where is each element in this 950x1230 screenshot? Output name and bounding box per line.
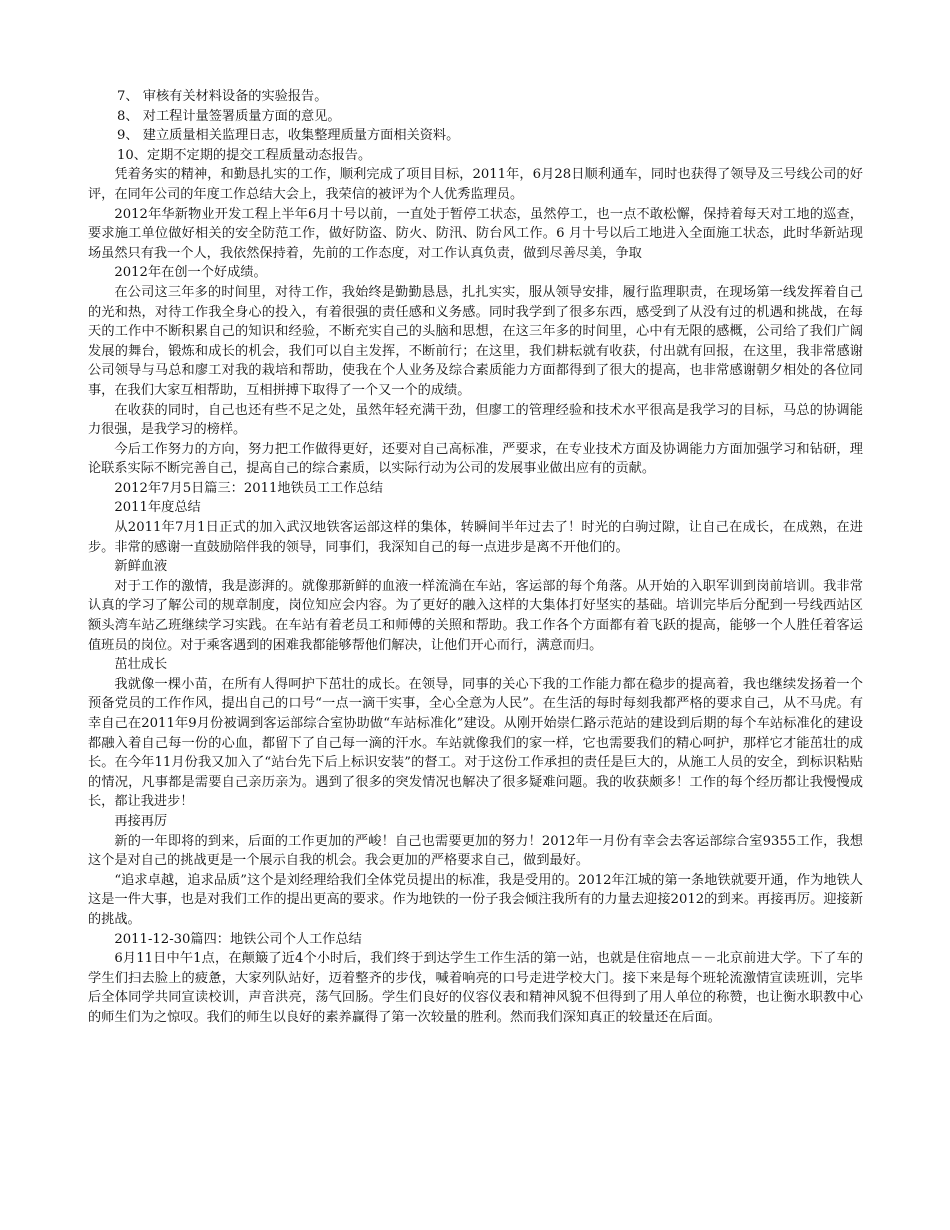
list-item: 7、 审核有关材料设备的实验报告。 — [117, 89, 328, 104]
paragraph: 今后工作努力的方向，努力把工作做得更好，还要对自己高标准，严要求，在专业技术方面及协调能力方面加强学习和钻研，理论联系实际不断完善自己，提高自己的综合素质，以实际行动为公司的发展事业做出应有的贡献。 — [88, 441, 863, 477]
paragraph: 新的一年即将的到来，后面的工作更加的严峻！自己也需要更加的努力！2012年一月份有幸会去客运部综合室9355工作，我想这个是对自己的挑战更是一个展示自我的机会。我会更加的严格要求自己，做到最好。 — [88, 833, 863, 869]
paragraph: 2012年在创一个好成绩。 — [114, 265, 267, 281]
paragraph: 凭着务实的精神，和勤恳扎实的工作，顺利完成了项目目标，2011年，6月28日顺利通车，同时也获得了领导及三号线公司的好评，在同年公司的年度工作总结大会上，我荣信的被评为个人优秀监理员。 — [88, 167, 863, 202]
paragraph: 我就像一棵小苗，在所有人得呵护下茁壮的成长。在领导，同事的关心下我的工作能力都在稳步的提高着，我也继续发扬着一个预备党员的工作作风，提出自己的口号“一点一滴干实事，全心全意为人民”。在生活的每时每刻我都严格的要求自己，从不马虎。有幸自己在2011年9月份被调到客运部综合室协助做“车站标准化”建设。从刚开始崇仁路示范站的建设到后期的每个车站标准化的建设都融入着自己每一份的心血，都留下了自己每一滴的汗水。车站就像我们的家一样，它也需要我们的精心呵护，那样它才能茁壮的成长。在今年11月份我又加入了“站台先下后上标识安装”的督工。对于这份工作承担的责任是巨大的，从施工人员的安全，到标识粘贴的情况，凡事都是需要自己亲历亲为。遇到了很多的突发情况也解决了很多疑难问题。我的收获颇多！工作的每个经历都让我慢慢成长，都让我进步！ — [88, 676, 863, 810]
list-item: 9、 建立质量相关监理日志，收集整理质量方面相关资料。 — [117, 128, 460, 144]
list-item: 8、 对工程计量签署质量方面的意见。 — [117, 108, 341, 124]
subheading: 再接再厉 — [114, 813, 168, 829]
subheading: 茁壮成长 — [114, 657, 168, 673]
paragraph: 对于工作的激情，我是澎湃的。就像那新鲜的血液一样流淌在车站，客运部的每个角落。从开始的入职军训到岗前培训。我非常认真的学习了解公司的规章制度，岗位知应会内容。为了更好的融入这样的大集体打好坚实的基础。培训完毕后分配到一号线西站区额头湾车站乙班继续学习实践。在车站有着老员工和师傅的关照和帮助。我工作各个方面都有着飞跃的提高，能够一个人胜任着客运值班员的岗位。对于乘客遇到的困难我都能够帮他们解决，让他们开心而行，满意而归。 — [88, 578, 863, 653]
paragraph: 2012年华新物业开发工程上半年6月十号以前，一直处于暂停工状态，虽然停工，也一点不敢松懈，保持着每天对工地的巡查，要求施工单位做好相关的安全防范工作，做好防盗、防火、防汛、防台风工作。6 月十号以后工地进入全面施工状态，此时华新站现场虽然只有我一个人，我依然保持着，先前的工作态度，对工作认真负责，做到尽善尽美，争取 — [88, 206, 863, 261]
paragraph: 在收获的同时，自己也还有些不足之处，虽然年轻充满干劲，但廖工的管理经验和技术水平很高是我学习的目标，马总的协调能力很强，是我学习的榜样。 — [88, 402, 863, 438]
paragraph: 在公司这三年多的时间里，对待工作，我始终是勤勤恳恳，扎扎实实，服从领导安排，履行监理职责，在现场第一线发挥着自己的光和热，对待工作我全身心的投入，有着很强的责任感和义务感。同时我学到了很多东西，感受到了从没有过的机遇和挑战，在每天的工作中不断积累自己的知识和经验，不断充实自己的头脑和思想，在这三年多的时间里，心中有无限的感概，公司给了我们广阔发展的舞台，锻炼和成长的机会，我们可以自主发挥，不断前行；在这里，我们耕耘就有收获，付出就有回报，在这里，我非常感谢公司领导与马总和廖工对我的栽培和帮助，使我在个人业务及综合素质能力方面都得到了很大的提高，也非常感谢朝夕相处的各位同事，在我们大家互相帮助，互相拼搏下取得了一个又一个的成绩。 — [88, 284, 863, 398]
section-heading: 2012年7月5日篇三：2011地铁员工工作总结 — [114, 480, 383, 496]
section-heading: 2011年度总结 — [114, 500, 201, 516]
document-body — [88, 87, 863, 1028]
paragraph: “追求卓越，追求品质”这个是刘经理给我们全体党员提出的标准，我是受用的。2012年江城的第一条地铁就要开通，作为地铁人这是一件大事，也是对我们工作的提出更高的要求。作为地铁的一份子我会倾注我所有的力量去迎接2012的到来。再接再厉。迎接新的挑战。 — [88, 872, 863, 927]
list-item: 10、定期不定期的提交工程质量动态报告。 — [117, 147, 372, 163]
section-heading: 2011-12-30篇四：地铁公司个人工作总结 — [114, 931, 362, 947]
duty-list — [88, 87, 863, 165]
paragraph: 6月11日中午1点，在颠簸了近4个小时后，我们终于到达学生工作生活的第一站，也就是住宿地点－－北京前进大学。下了车的学生们扫去脸上的疲惫，大家列队站好，迈着整齐的步伐，喊着响亮的口号走进学校大门。接下来是每个班轮流激情宣读班训，完毕后全体同学共同宣读校训，声音洪亮，荡气回肠。学生们良好的仪容仪表和精神风貌不但得到了用人单位的称赞，也让衡水职教中心的师生们为之惊叹。我们的师生以良好的素养赢得了第一次较量的胜利。然而我们深知真正的较量还在后面。 — [88, 951, 863, 1025]
paragraph: 从2011年7月1日正式的加入武汉地铁客运部这样的集体，转瞬间半年过去了！时光的白驹过隙，让自己在成长，在成熟，在进步。非常的感谢一直鼓励陪伴我的领导，同事们，我深知自己的每一点进步是离不开他们的。 — [88, 520, 863, 555]
subheading: 新鲜血液 — [114, 559, 168, 575]
